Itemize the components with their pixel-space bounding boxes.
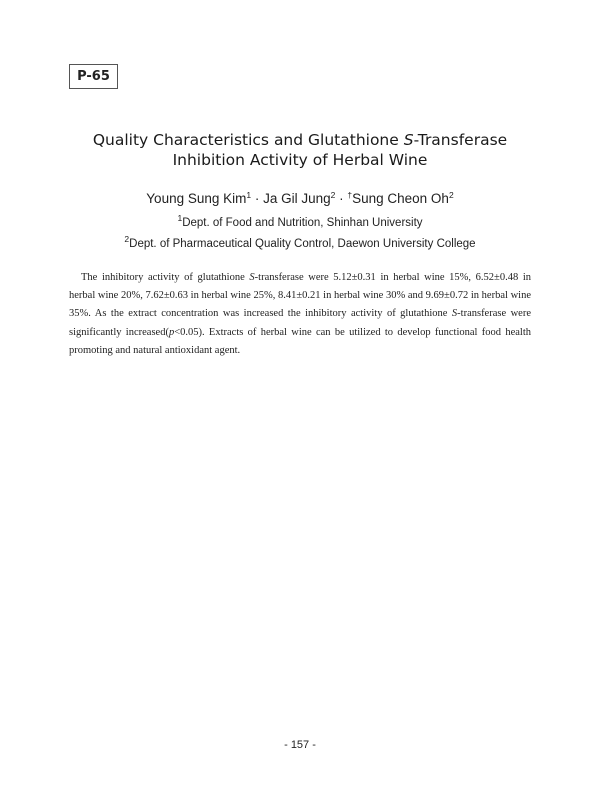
author-list: Young Sung Kim$^1$ · Ja Gil Jung$^2$ · †Sung Cheon Oh$^2$	[146, 190, 454, 206]
corresponding-mark: †	[347, 190, 353, 200]
author-3: Sung Cheon Oh	[352, 191, 449, 206]
affiliation-2: $^2$Dept. of Pharmaceutical Quality Control, Daewon University College	[124, 233, 476, 250]
affiliations	[0, 211, 600, 252]
page-number: - 157 -	[284, 739, 316, 751]
author-separator: ·	[251, 191, 264, 206]
title-line-2: Inhibition Activity of Herbal Wine	[172, 151, 428, 169]
paper-title	[0, 130, 600, 170]
author-2: Ja Gil Jung	[263, 191, 331, 206]
author-1: Young Sung Kim	[146, 191, 247, 206]
poster-code-badge: P-65	[69, 64, 118, 89]
abstract-text: The inhibitory activity of glutathione S-transferase were 5.12±0.31 in herbal wine 15%, 6.52±0.48 in herbal wine 20%, 7.62±0.63 in herbal wine 25%, 8.41±0.21 in herbal wine 30% and 9.69±0.72 in herbal wine 35%. As the extract concentration was increased the inhibitory activity of glutathione S-transferase were significantly increased(p<0.05). Extracts of herbal wine can be utilized to develop functional food health promoting and natural antioxidant agent.	[69, 272, 531, 356]
title-line-1: Quality Characteristics and Glutathione S-Transferase	[92, 131, 508, 149]
affiliation-1: $^1$Dept. of Food and Nutrition, Shinhan University	[177, 213, 423, 229]
